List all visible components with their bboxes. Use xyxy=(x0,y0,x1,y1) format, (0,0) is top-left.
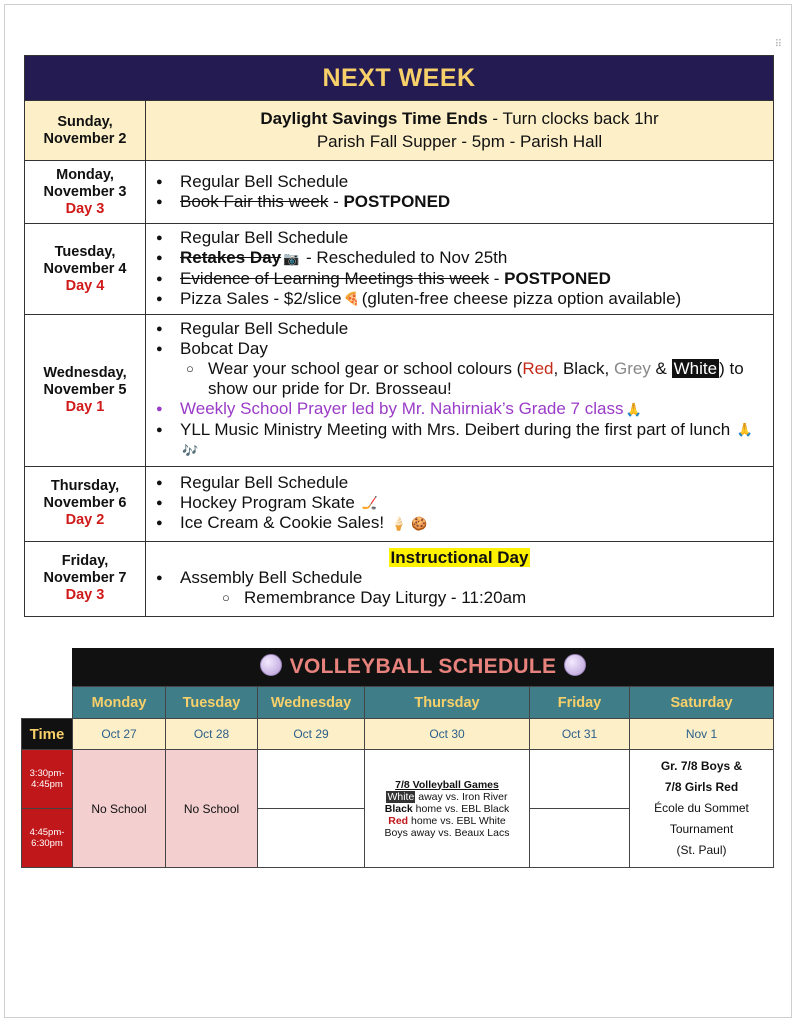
hockey-stick-icon: 🏒 xyxy=(361,495,378,511)
wednesday-slot-1 xyxy=(258,750,365,809)
day-cell-wednesday: Wednesday, November 5 Day 1 xyxy=(25,315,146,467)
list-item: ○ Wear your school gear or school colours (Red, Black, Grey & White ) to show our pride for Dr. Brosseau! xyxy=(208,359,767,399)
day-cell-friday: Friday, November 7 Day 3 xyxy=(25,541,146,616)
events-cell-friday xyxy=(146,541,774,616)
volleyball-schedule-table xyxy=(21,686,774,868)
table-row xyxy=(25,315,774,467)
table-row xyxy=(25,101,774,161)
date-cell: Oct 30 xyxy=(365,719,530,750)
list-item: ● Bobcat Day ○ Wear your school gear or school colours (Red, Black, Grey & White ) to show our pride for Dr. Brosseau! xyxy=(180,339,767,399)
header-saturday: Saturday xyxy=(630,687,774,719)
list-item: ● Assembly Bell Schedule ○ Remembrance Day Liturgy - 11:20am xyxy=(180,568,767,608)
table-row xyxy=(25,224,774,315)
table-row xyxy=(25,466,774,541)
list-item: ● Ice Cream & Cookie Sales! 🍦 🍪 xyxy=(180,513,767,534)
list-item: ● Hockey Program Skate 🏒 xyxy=(180,493,767,514)
volleyball-schedule-title: VOLLEYBALL SCHEDULE xyxy=(72,648,774,686)
no-school-monday: No School xyxy=(73,750,166,868)
day-cell-monday: Monday, November 3 Day 3 xyxy=(25,161,146,224)
volleyball-icon xyxy=(260,654,282,676)
list-item: ● YLL Music Ministry Meeting with Mrs. Deibert during the first part of lunch 🙏🎶 xyxy=(180,420,767,461)
header-wednesday: Wednesday xyxy=(258,687,365,719)
camera-icon: 📷 xyxy=(283,250,300,266)
wednesday-slot-2 xyxy=(258,809,365,868)
praying-hands-icon: 🙏 xyxy=(625,401,642,417)
friday-slot-1 xyxy=(530,750,630,809)
praying-hands-icon: 🙏 xyxy=(736,422,754,438)
header-thursday: Thursday xyxy=(365,687,530,719)
table-handle-icon[interactable]: ⠿ xyxy=(774,39,783,50)
date-cell: Oct 28 xyxy=(166,719,258,750)
header-monday: Monday xyxy=(73,687,166,719)
date-cell: Nov 1 xyxy=(630,719,774,750)
date-cell: Oct 31 xyxy=(530,719,630,750)
table-row xyxy=(22,750,774,809)
instructional-day-highlight: Instructional Day xyxy=(390,548,529,568)
time-slot-1: 3:30pm-4:45pm xyxy=(22,750,73,809)
events-cell-wednesday xyxy=(146,315,774,467)
day-cell-tuesday: Tuesday, November 4 Day 4 xyxy=(25,224,146,315)
table-row xyxy=(22,719,774,750)
friday-slot-2 xyxy=(530,809,630,868)
list-item: ● Regular Bell Schedule xyxy=(180,172,767,192)
music-notes-icon: 🎶 xyxy=(182,442,199,458)
header-tuesday: Tuesday xyxy=(166,687,258,719)
list-item: ● Regular Bell Schedule xyxy=(180,319,767,339)
events-cell-tuesday xyxy=(146,224,774,315)
time-header: Time xyxy=(22,719,73,750)
volleyball-icon xyxy=(564,654,586,676)
list-item: ● Book Fair this week - POSTPONED xyxy=(180,192,767,212)
day-cell-sunday: Sunday, November 2 xyxy=(25,101,146,161)
list-item: ● Retakes Day 📷 - Rescheduled to Nov 25th xyxy=(180,248,767,269)
list-item: ○ Remembrance Day Liturgy - 11:20am xyxy=(244,588,767,608)
thursday-games-cell: 7/8 Volleyball Games White away vs. Iron River Black home vs. EBL Black Red home vs. EBL White Boys away vs. Beaux Lacs xyxy=(365,750,530,868)
events-cell-thursday xyxy=(146,466,774,541)
list-item: ● Weekly School Prayer led by Mr. Nahirniak’s Grade 7 class 🙏 xyxy=(180,399,767,420)
pizza-icon: 🍕 xyxy=(343,291,360,307)
date-cell: Oct 29 xyxy=(258,719,365,750)
date-cell: Oct 27 xyxy=(73,719,166,750)
table-row xyxy=(25,541,774,616)
time-slot-2: 4:45pm-6:30pm xyxy=(22,809,73,868)
table-row xyxy=(22,687,774,719)
list-item: ● Regular Bell Schedule xyxy=(180,473,767,493)
events-cell-sunday: Daylight Savings Time Ends - Turn clocks back 1hr Parish Fall Supper - 5pm - Parish Hall xyxy=(146,101,774,161)
table-row xyxy=(25,161,774,224)
saturday-tournament-cell: Gr. 7/8 Boys & 7/8 Girls Red École du Sommet Tournament (St. Paul) xyxy=(630,750,774,868)
list-item: ● Pizza Sales - $2/slice 🍕 (gluten-free cheese pizza option available) xyxy=(180,289,767,310)
next-week-title: NEXT WEEK xyxy=(25,56,774,101)
header-friday: Friday xyxy=(530,687,630,719)
events-cell-monday xyxy=(146,161,774,224)
next-week-table xyxy=(24,55,774,617)
list-item: ● Regular Bell Schedule xyxy=(180,228,767,248)
no-school-tuesday: No School xyxy=(166,750,258,868)
cookie-icon: 🍪 xyxy=(411,515,428,531)
ice-cream-icon: 🍦 xyxy=(390,515,408,531)
list-item: ● Evidence of Learning Meetings this week - POSTPONED xyxy=(180,269,767,289)
day-cell-thursday: Thursday, November 6 Day 2 xyxy=(25,466,146,541)
